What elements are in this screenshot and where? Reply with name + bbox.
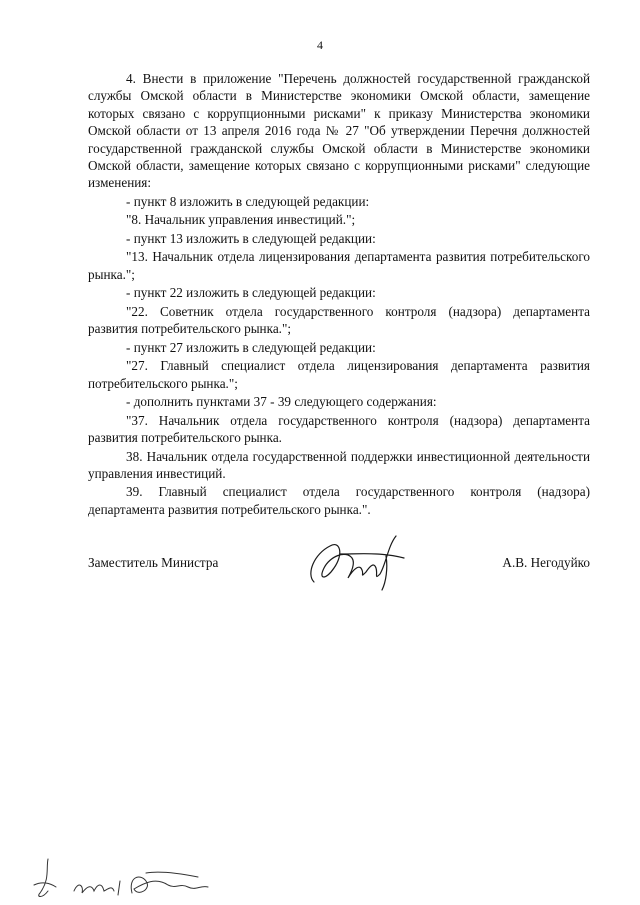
paragraph-item: "27. Главный специалист отдела лицензирования департамента развития потребительского рынка."; bbox=[88, 358, 590, 391]
paragraph-item: "8. Начальник управления инвестиций."; bbox=[126, 212, 356, 228]
paragraph-item: "13. Начальник отдела лицензирования департамента развития потребительского рынка."; bbox=[88, 249, 590, 282]
document-body bbox=[88, 70, 590, 519]
signatory-position: Заместитель Министра bbox=[88, 555, 219, 570]
signatory-name: А.В. Негодуйко bbox=[502, 555, 590, 570]
paragraph-item: - пункт 27 изложить в следующей редакции: bbox=[126, 339, 376, 355]
paragraph-item: "37. Начальник отдела государственного контроля (надзора) департамента развития потребительского рынка. bbox=[88, 412, 590, 446]
paragraph-item: - пункт 22 изложить в следующей редакции: bbox=[126, 285, 376, 301]
page-number: 4 bbox=[317, 38, 323, 52]
bottom-handwritten-mark bbox=[28, 855, 228, 901]
paragraph-intro: 4. Внести в приложение "Перечень должностей государственной гражданской службы Омской области в Министерстве экономики Омской области, замещение которых связано с коррупционными рисками" к приказу Министерства экономики Омской области от 13 апреля 2016 года № 27 "Об утверждении Перечня должностей государственной гражданской службы Омской области в Министерстве экономики Омской области, замещение которых связано с коррупционными рисками" следующие изменения: bbox=[88, 71, 590, 191]
paragraph-item: "22. Советник отдела государственного контроля (надзора) департамента развития потребительского рынка."; bbox=[88, 303, 590, 337]
paragraph-item: - дополнить пунктами 37 - 39 следующего содержания: bbox=[126, 394, 437, 410]
paragraph-item: - пункт 8 изложить в следующей редакции: bbox=[126, 193, 370, 209]
paragraph-item: 38. Начальник отдела государственной поддержки инвестиционной деятельности управления инвестиций. bbox=[88, 448, 590, 481]
paragraph-item: 39. Главный специалист отдела государственного контроля (надзора) департамента развития потребительского рынка.". bbox=[88, 484, 590, 517]
paragraph-item: - пункт 13 изложить в следующей редакции: bbox=[126, 230, 376, 246]
handwritten-signature bbox=[300, 524, 410, 594]
